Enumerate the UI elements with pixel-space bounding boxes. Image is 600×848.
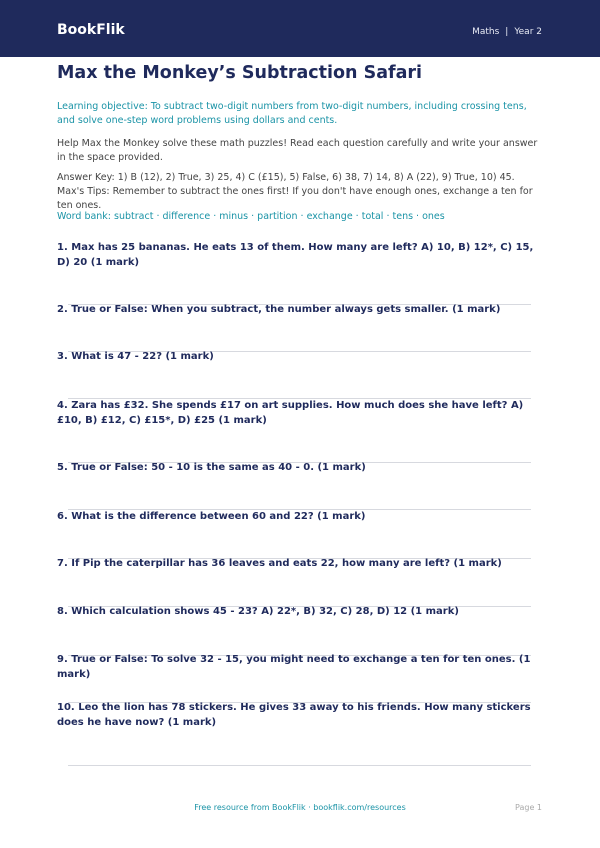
question-7: 7. If Pip the caterpillar has 36 leaves and eats 22, how many are left? (1 mark)	[57, 558, 502, 569]
page-title: Max the Monkey’s Subtraction Safari	[57, 63, 423, 83]
question-1: 1. Max has 25 bananas. He eats 13 of them. How many are left? A) 10, B) 12*, C) 15, D) 20 (1 mark)	[57, 242, 534, 268]
question-8: 8. Which calculation shows 45 - 23? A) 22*, B) 32, C) 28, D) 12 (1 mark)	[57, 606, 459, 617]
header-bar	[0, 0, 600, 57]
answer-line-10[interactable]	[68, 765, 531, 766]
question-2: 2. True or False: When you subtract, the number always gets smaller. (1 mark)	[57, 304, 501, 315]
question-9: 9. True or False: To solve 32 - 15, you might need to exchange a ten for ten ones. (1 mark)	[57, 654, 531, 680]
year-label: Year 2	[514, 27, 542, 37]
intro-text: Help Max the Monkey solve these math puzzles! Read each question carefully and write your answer in the space provided.	[57, 138, 538, 163]
meta-separator: |	[505, 27, 509, 37]
footer-text[interactable]: Free resource from BookFlik · bookflik.com/resources	[194, 803, 406, 812]
subject-meta	[472, 27, 542, 37]
question-6: 6. What is the difference between 60 and 22? (1 mark)	[57, 511, 366, 522]
answer-key: Answer Key: 1) B (12), 2) True, 3) 25, 4) C (£15), 5) False, 6) 38, 7) 14, 8) A (22), 9) True, 10) 45. Max's Tips: Remember to subtract the ones first! If you don't have enough ones, exchange a ten for ten ones.	[57, 172, 533, 211]
question-5: 5. True or False: 50 - 10 is the same as 40 - 0. (1 mark)	[57, 462, 366, 473]
learning-objective: Learning objective: To subtract two-digit numbers from two-digit numbers, including crossing tens, and solve one-step word problems using dollars and cents.	[57, 101, 527, 126]
question-4: 4. Zara has £32. She spends £17 on art supplies. How much does she have left? A) £10, B) £12, C) £15*, D) £25 (1 mark)	[57, 400, 524, 426]
subject-label: Maths	[472, 27, 500, 37]
page-number: Page 1	[515, 803, 542, 812]
brand-logo[interactable]: BookFlik	[57, 22, 125, 38]
word-bank: Word bank: subtract · difference · minus · partition · exchange · total · tens · ones	[57, 211, 445, 222]
question-3: 3. What is 47 - 22? (1 mark)	[57, 351, 214, 362]
question-10: 10. Leo the lion has 78 stickers. He gives 33 away to his friends. How many stickers does he have now? (1 mark)	[57, 702, 531, 728]
